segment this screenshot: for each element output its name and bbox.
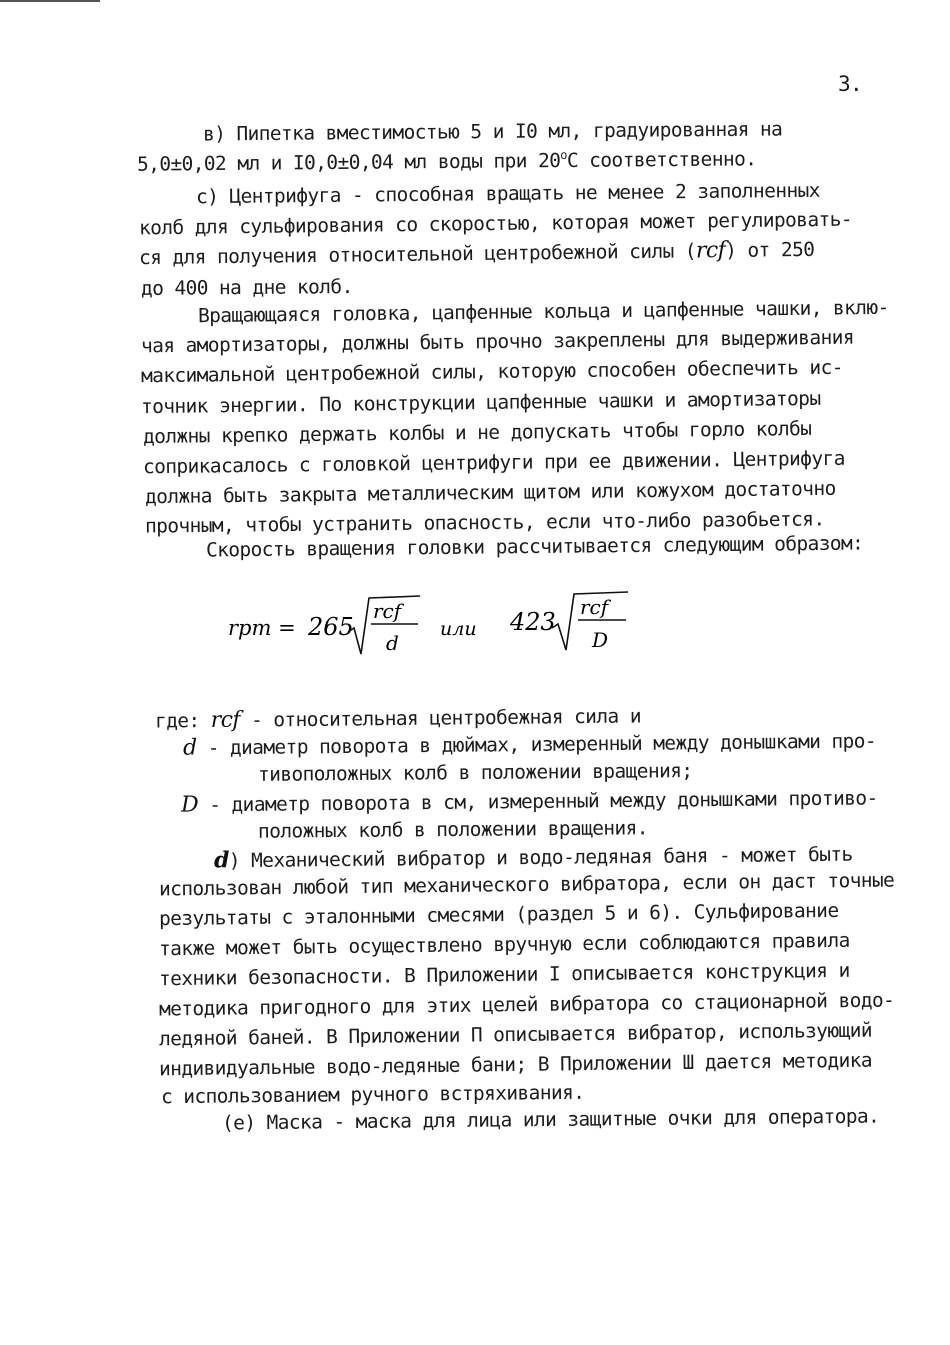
line-5-text: ся для получения относительной центробежной силы (: [138, 239, 697, 270]
formula-lhs: rpm =: [228, 616, 296, 640]
line-28: индивидуальные водо-ледяные бани; В Приложении Ш дается методика: [158, 1048, 873, 1081]
formula-denominator-1: d: [386, 631, 399, 655]
line-18: тивоположных колб в положении вращения;: [257, 759, 693, 786]
line-2-text: 5,0±0,02 мл и I0,0±0,04 мл воды при 20: [136, 149, 561, 176]
line-26: методика пригодного для этих целей вибратора со стационарной водо-: [158, 988, 895, 1021]
line-8: чая амортизаторы, должны быть прочно закреплены для выдерживания: [140, 325, 855, 358]
line-20: положных колб в положении вращения.: [257, 816, 648, 843]
line-14: прочным, чтобы устранить опасность, если что-либо разобьется.: [144, 507, 825, 538]
line-21: [214, 842, 853, 874]
line-1: в) Пипетка вместимостью 5 и I0 мл, градуированная на: [202, 117, 783, 146]
line-2: [137, 147, 757, 176]
line-9: максимальной центробежной силы, которую способен обеспечить ис-: [140, 355, 843, 388]
formula-coef-2: 423: [510, 608, 556, 636]
line-10: точник энергии. По конструкции цапфенные чашки и амортизаторы: [140, 386, 821, 419]
line-19: [181, 786, 878, 817]
line-6: до 400 на дне колб.: [140, 275, 353, 300]
line-5-text-end: ) от 250: [725, 237, 815, 262]
line-21-text: ) Механический вибратор и водо-ледяная баня - может быть: [228, 842, 853, 873]
line-5: [139, 238, 815, 270]
line-23: результаты с эталонными смесями (раздел 5 и 6). Сульфирование: [158, 898, 839, 931]
line-7: Вращающаяся головка, цапфенные кольца и цапфенные чашки, вклю-: [197, 295, 889, 328]
line-17: [183, 729, 876, 760]
line-16: [155, 704, 641, 733]
formula-coef-1: 265: [308, 613, 354, 641]
line-3: с) Центрифуга - способная вращать не менее 2 заполненных: [195, 178, 820, 209]
formula-conjunction: или: [440, 618, 477, 640]
handwritten-D: D: [180, 792, 199, 818]
handwritten-rcf: rcf: [695, 237, 726, 264]
handwritten-d-bold: d: [213, 847, 229, 874]
line-11: должны крепко держать колбы и не допускать чтобы горло колбы: [142, 416, 812, 449]
line-2-text-end: С соответственно.: [566, 147, 757, 172]
line-29: с использованием ручного встряхивания.: [160, 1080, 585, 1109]
line-22: использован любой тип механического вибратора, если он даст точные: [158, 868, 895, 901]
handwritten-d: d: [182, 735, 197, 761]
line-16-text: - относительная центробежная сила и: [239, 704, 642, 732]
degree-superscript: о: [560, 147, 567, 163]
line-25: техники безопасности. В Приложении I описывается конструкция и: [158, 958, 850, 991]
line-19-text: - диаметр поворота в см, измеренный между донышками противо-: [197, 786, 878, 817]
line-17-text: - диаметр поворота в дюймах, измеренный между донышками про-: [196, 729, 877, 760]
line-4: колб для сульфирования со скоростью, которая может регулировать-: [138, 207, 853, 240]
handwritten-rcf-2: rcf: [210, 707, 241, 733]
line-13: должна быть закрыта металлическим щитом или кожухом достаточно: [144, 476, 836, 509]
formula-denominator-2: D: [592, 628, 609, 652]
formula-numerator-2: rcf: [580, 595, 609, 619]
line-15: Скорость вращения головки рассчитывается следующим образом:: [205, 531, 864, 562]
where-label: где:: [154, 709, 200, 733]
formula-numerator-1: rcf: [373, 599, 402, 623]
page-number: 3.: [838, 72, 863, 96]
line-27: ледяной баней. В Приложении П описывается вибратор, использующий: [158, 1018, 873, 1051]
rpm-formula: [228, 590, 648, 662]
line-30: (е) Маска - маска для лица или защитные очки для оператора.: [221, 1104, 880, 1135]
line-24: также может быть осуществлено вручную если соблюдаются правила: [158, 928, 850, 961]
line-12: соприкасалось с головкой центрифуги при ее движении. Центрифуга: [142, 446, 845, 479]
top-edge-line: [0, 0, 100, 2]
